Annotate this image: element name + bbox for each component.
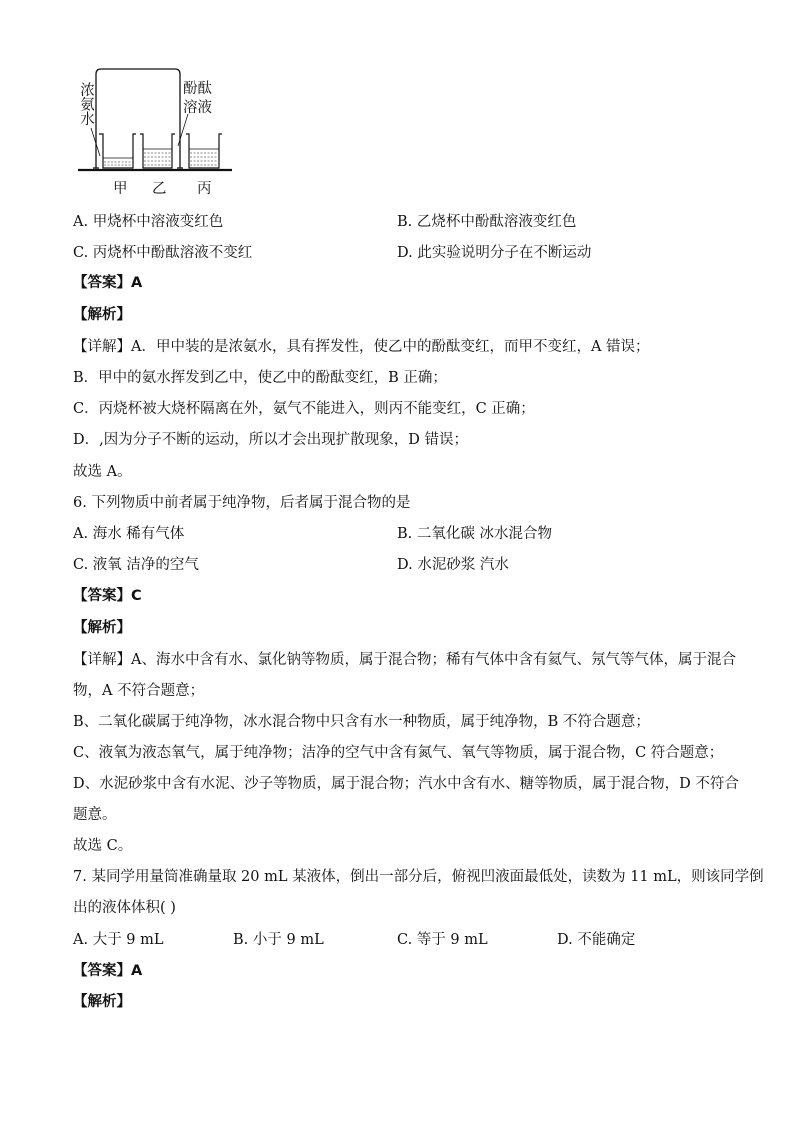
q6-conclusion: 故选 C。 (73, 838, 133, 854)
q7-analysis-heading: 【解析】 (73, 994, 131, 1010)
q6-detail-line: 题意。 (73, 807, 117, 823)
beaker-label-jia: 甲 (113, 181, 128, 197)
phenolphthalein-label-1: 酚酞 (183, 81, 212, 97)
q6-detail-line: B、二氧化碳属于纯净物，冰水混合物中只含有水一种物质，属于纯净物，B 不符合题意； (73, 714, 650, 730)
q5-option-a: A. 甲烧杯中溶液变红色 (73, 214, 224, 230)
q6-option-a: A. 海水 稀有气体 (73, 526, 185, 542)
q5-option-b: B. 乙烧杯中酚酞溶液变红色 (397, 214, 577, 230)
experiment-figure (70, 66, 240, 201)
q7-option-a: A. 大于 9 mL (73, 932, 164, 948)
q6-detail-line: C、液氧为液态氧气，属于纯净物；洁净的空气中含有氮气、氧气等物质，属于混合物，C 符合题意； (73, 745, 724, 761)
beaker-label-yi: 乙 (152, 181, 167, 197)
beaker-label-bing: 丙 (197, 181, 212, 197)
phenolphthalein-label-2: 溶液 (183, 100, 212, 116)
q5-detail-line: B．甲中的氨水挥发到乙中，使乙中的酚酞变红，B 正确； (73, 370, 447, 386)
q5-option-c: C. 丙烧杯中酚酞溶液不变红 (73, 245, 253, 261)
q6-option-d: D. 水泥砂浆 汽水 (397, 557, 509, 573)
q6-option-c: C. 液氧 洁净的空气 (73, 557, 199, 573)
q5-analysis-heading: 【解析】 (73, 307, 131, 323)
q6-analysis-heading: 【解析】 (73, 620, 131, 636)
q6-stem: 6. 下列物质中前者属于纯净物，后者属于混合物的是 (73, 495, 411, 511)
q5-option-d: D. 此实验说明分子在不断运动 (397, 245, 592, 261)
q7-stem-line-2: 出的液体体积( ) (73, 900, 176, 916)
q7-answer: 【答案】A (73, 963, 143, 979)
q7-option-b: B. 小于 9 mL (233, 932, 324, 948)
q7-stem-line-1: 7. 某同学用量筒准确量取 20 mL 某液体，倒出一部分后，俯视凹液面最低处，读数为 11 mL，则该同学倒 (73, 869, 764, 885)
q6-detail-line: 【详解】A、海水中含有水、氯化钠等物质，属于混合物；稀有气体中含有氦气、氖气等气体，属于混合 (73, 652, 736, 668)
q5-detail-line: C．丙烧杯被大烧杯隔离在外，氨气不能进入，则丙不能变红，C 正确； (73, 401, 535, 417)
q6-option-b: B. 二氧化碳 冰水混合物 (397, 526, 552, 542)
q5-detail-line: 【详解】A．甲中装的是浓氨水，具有挥发性，使乙中的酚酞变红，而甲不变红，A 错误； (73, 339, 650, 355)
q5-detail-line: D．,因为分子不断的运动，所以才会出现扩散现象，D 错误； (73, 432, 468, 448)
q6-detail-line: 物，A 不符合题意； (73, 683, 205, 699)
q6-detail-line: D、水泥砂浆中含有水泥、沙子等物质，属于混合物；汽水中含有水、糖等物质，属于混合物，D 不符合 (73, 776, 739, 792)
q7-option-c: C. 等于 9 mL (397, 932, 488, 948)
ammonia-label: 浓氨水 (78, 82, 94, 126)
q7-option-d: D. 不能确定 (557, 932, 636, 948)
q5-answer: 【答案】A (73, 275, 143, 291)
q6-answer: 【答案】C (73, 588, 142, 604)
q5-conclusion: 故选 A。 (73, 464, 132, 480)
